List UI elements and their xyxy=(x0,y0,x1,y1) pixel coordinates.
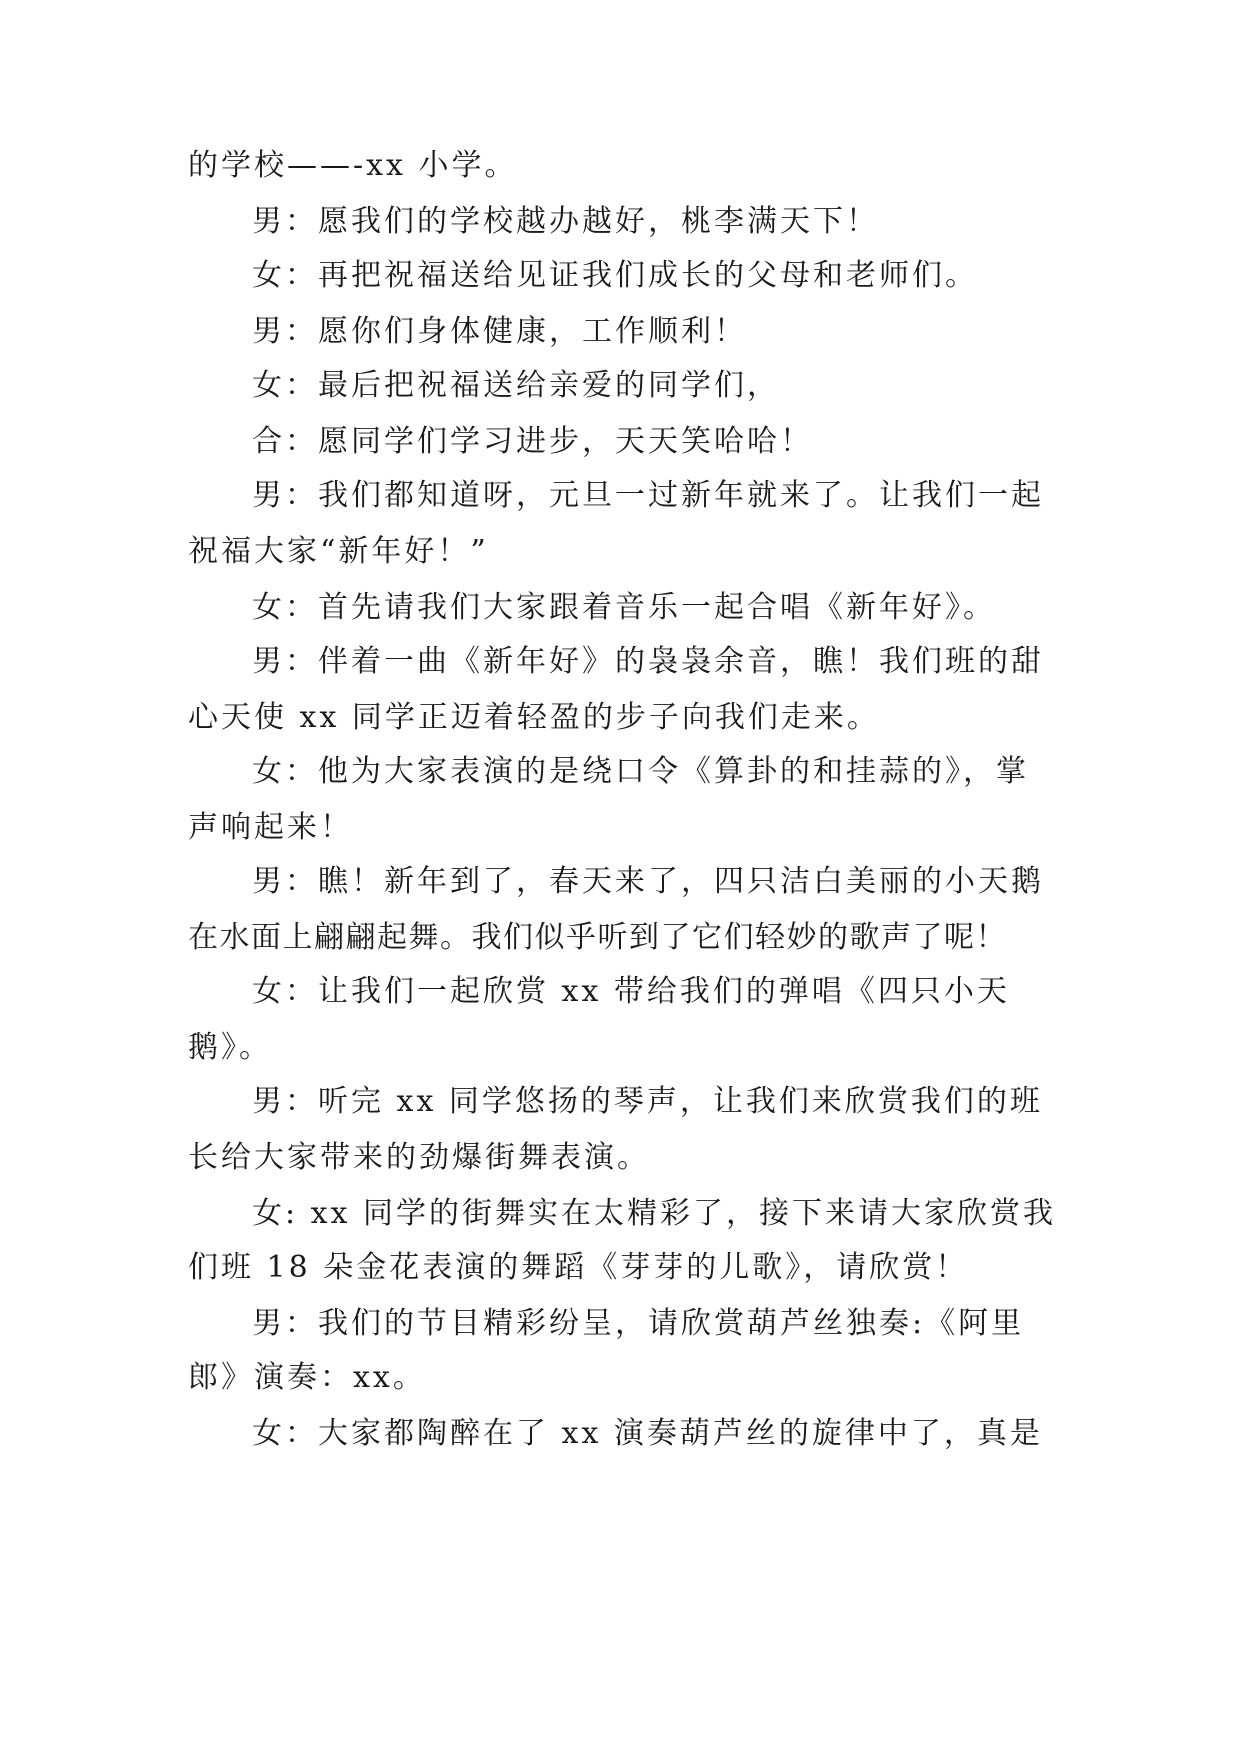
text-line: 男：伴着一曲《新年好》的袅袅余音，瞧！我们班的甜 xyxy=(252,644,1044,679)
text-line: 心天使 xx 同学正迈着轻盈的步子向我们走来。 xyxy=(188,700,880,735)
text-line: 祝福大家“新年好！” xyxy=(188,534,489,569)
text-line: 的学校——-xx 小学。 xyxy=(188,148,518,183)
text-line: 们班 18 朵金花表演的舞蹈《芽芽的儿歌》，请欣赏！ xyxy=(188,1250,969,1285)
text-line: 合：愿同学们学习进步，天天笑哈哈！ xyxy=(252,424,813,459)
text-line: 女：再把祝福送给见证我们成长的父母和老师们。 xyxy=(252,258,978,293)
text-line: 女：最后把祝福送给亲爱的同学们， xyxy=(252,368,780,403)
text-line: 女：他为大家表演的是绕口令《算卦的和挂蒜的》，掌 xyxy=(252,754,1029,789)
text-line: 女: xx 同学的街舞实在太精彩了，接下来请大家欣赏我 xyxy=(252,1196,1057,1231)
text-line: 男：愿你们身体健康，工作顺利！ xyxy=(252,314,747,349)
text-line: 男：我们都知道呀，元旦一过新年就来了。让我们一起 xyxy=(252,478,1044,513)
text-line: 男：愿我们的学校越办越好，桃李满天下！ xyxy=(252,204,879,239)
text-line: 声响起来！ xyxy=(188,810,353,845)
text-line: 男：听完 xx 同学悠扬的琴声，让我们来欣赏我们的班 xyxy=(252,1084,1043,1119)
text-line: 男：瞧！新年到了，春天来了，四只洁白美丽的小天鹅 xyxy=(252,864,1044,899)
text-line: 长给大家带来的劲爆街舞表演。 xyxy=(188,1140,650,1175)
text-line: 郎》演奏：xx。 xyxy=(188,1360,426,1395)
text-line: 女：首先请我们大家跟着音乐一起合唱《新年好》。 xyxy=(252,590,996,625)
text-line: 女：大家都陶醉在了 xx 演奏葫芦丝的旋律中了，真是 xyxy=(252,1416,1043,1451)
text-line: 鹅》。 xyxy=(188,1030,272,1065)
text-line: 在水面上翩翩起舞。我们似乎听到了它们轻妙的歌声了呢！ xyxy=(188,920,1007,955)
text-line: 女：让我们一起欣赏 xx 带给我们的弹唱《四只小天 xyxy=(252,974,1010,1009)
text-line: 男：我们的节目精彩纷呈，请欣赏葫芦丝独奏:《阿里 xyxy=(252,1306,1025,1341)
